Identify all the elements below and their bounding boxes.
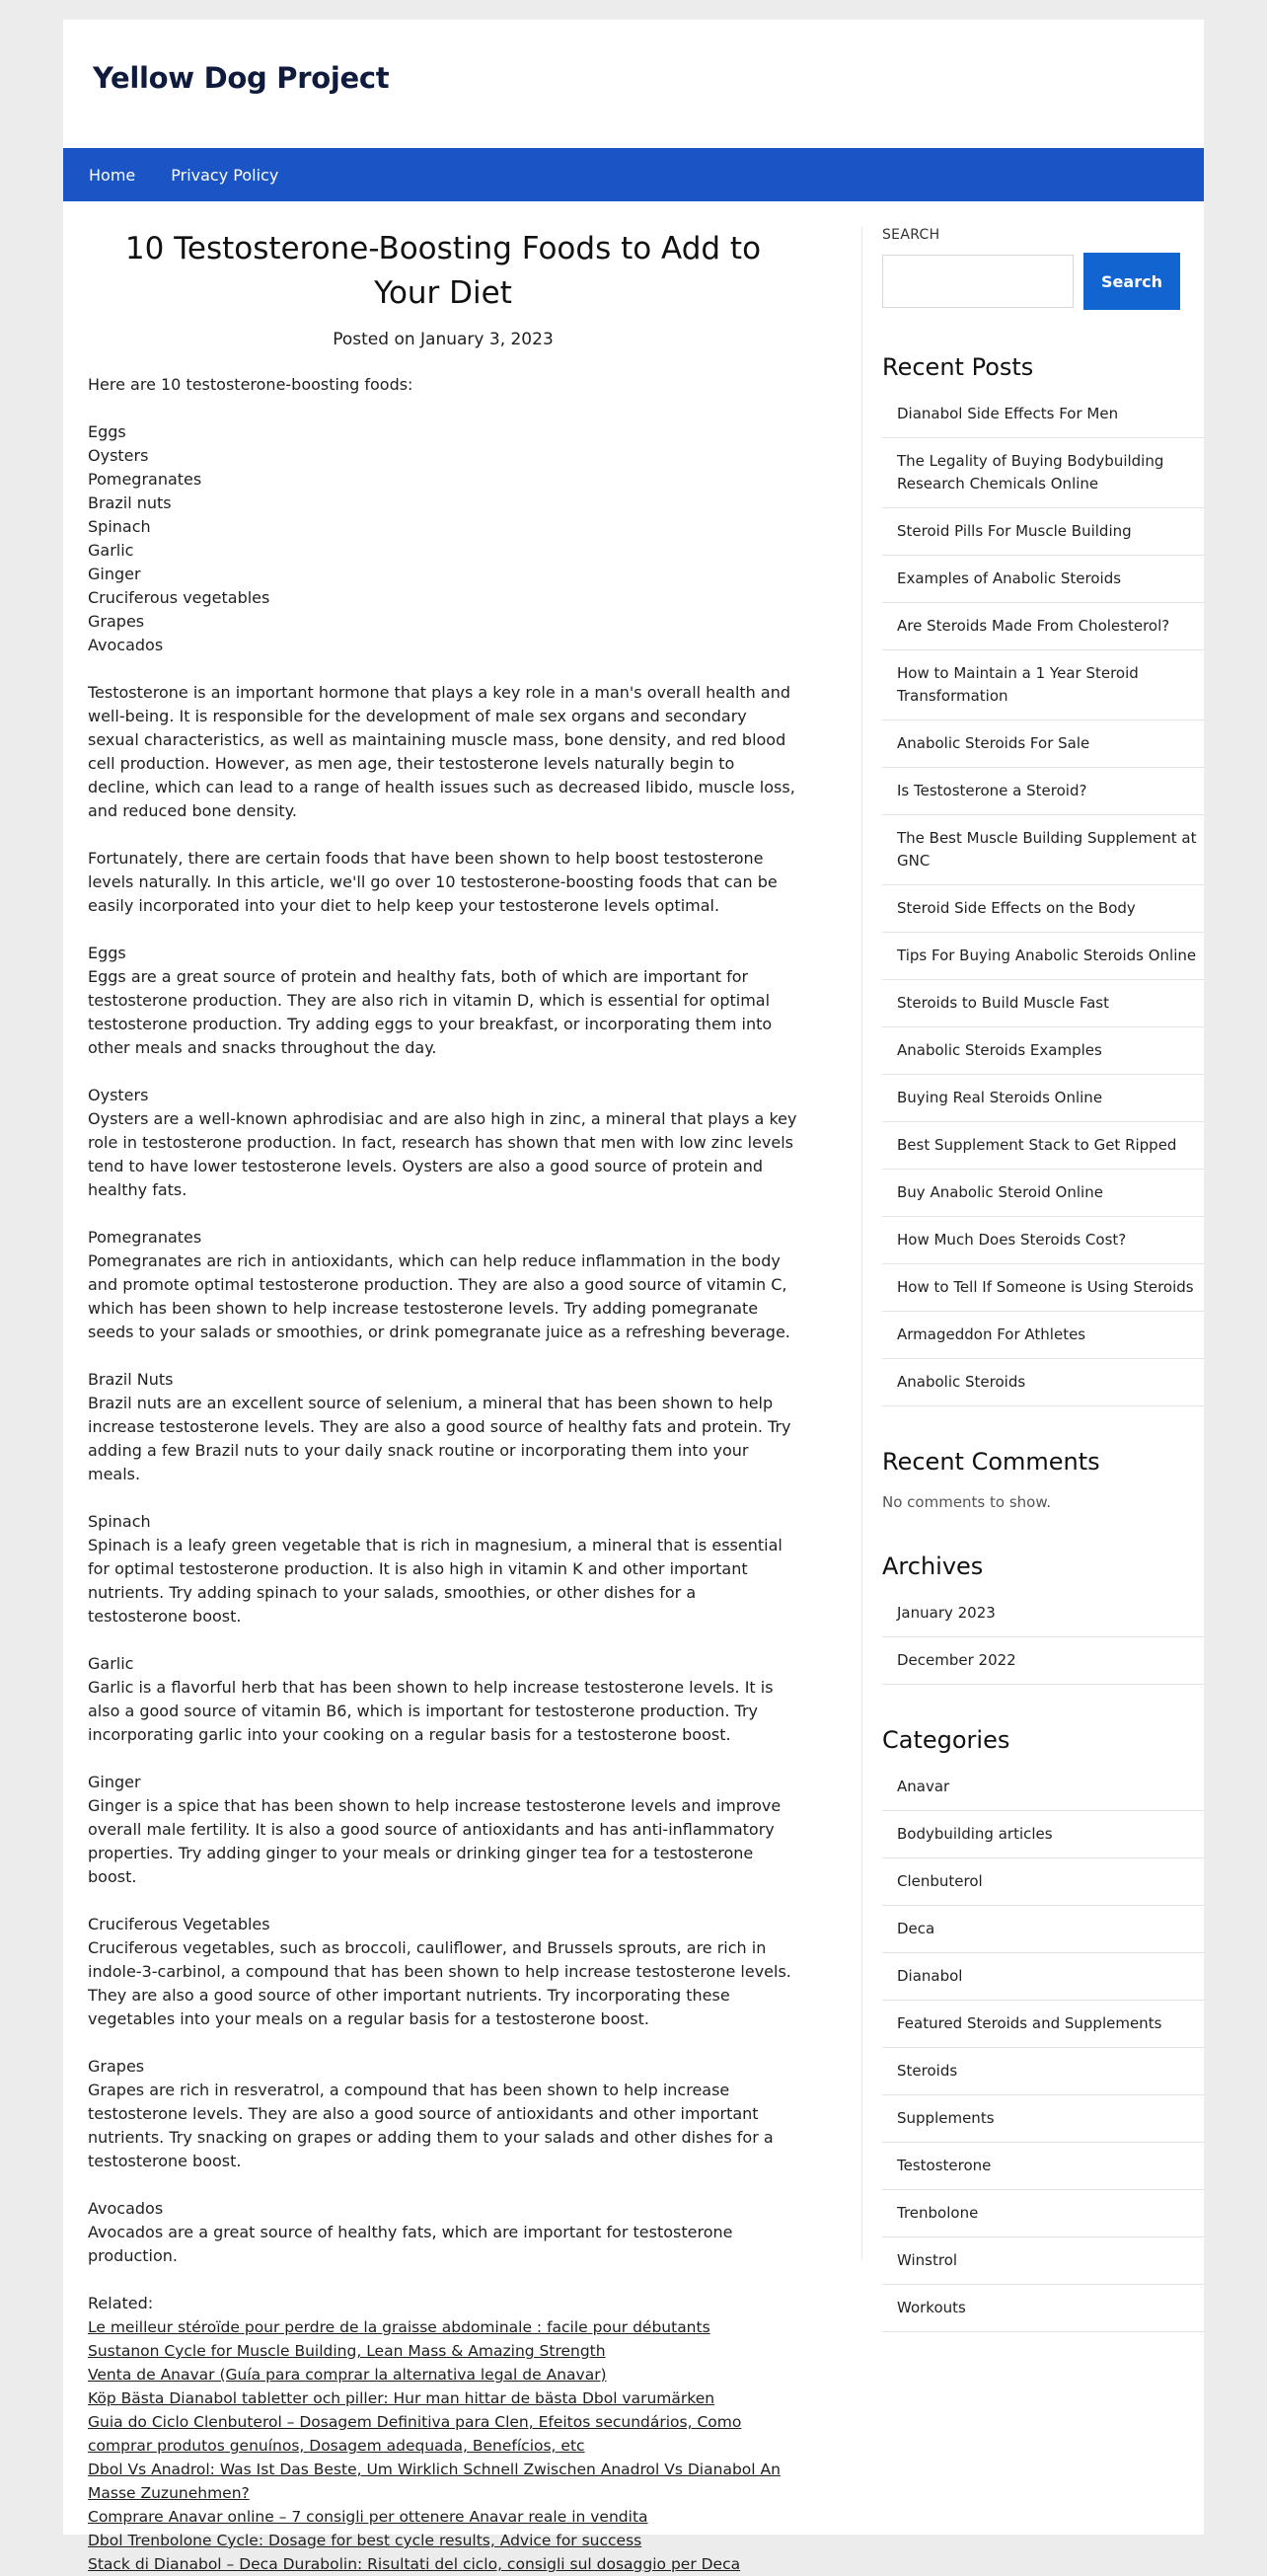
- search-form: [882, 253, 1204, 310]
- food-section-heading: Garlic: [88, 1654, 134, 1673]
- category-link[interactable]: Anavar: [882, 1764, 1204, 1811]
- related-link[interactable]: Sustanon Cycle for Muscle Building, Lean Mass & Amazing Strength: [88, 2342, 606, 2360]
- nav-item-home[interactable]: Home: [89, 165, 136, 185]
- food-list-item: Oysters: [88, 446, 149, 465]
- recent-post-link[interactable]: Anabolic Steroids For Sale: [882, 720, 1204, 768]
- page-container: [63, 20, 1204, 2573]
- archives-title: Archives: [882, 1553, 984, 1580]
- food-section-text: Oysters are a well-known aphrodisiac and are also high in zinc, a mineral that plays a key role in testosterone production. In fact, research has shown that men with low zinc levels tend to have lower testosterone levels. Oysters are also a good source of protein and healthy fats.: [88, 1109, 797, 1199]
- sidebar: [882, 227, 1204, 2332]
- recent-comments-title: Recent Comments: [882, 1448, 1100, 1476]
- food-list-item: Avocados: [88, 636, 164, 654]
- category-link[interactable]: Trenbolone: [882, 2190, 1204, 2237]
- related-link[interactable]: Le meilleur stéroïde pour perdre de la graisse abdominale : facile pour débutants: [88, 2318, 710, 2336]
- related-link[interactable]: Guia do Ciclo Clenbuterol – Dosagem Definitiva para Clen, Efeitos secundários, Como comprar produtos genuínos, Dosagem adequada, Benefícios, etc: [88, 2413, 742, 2455]
- food-section: [88, 1084, 798, 1202]
- food-list-item: Brazil nuts: [88, 493, 172, 512]
- food-section: [88, 1510, 798, 1629]
- category-link[interactable]: Steroids: [882, 2048, 1204, 2095]
- food-list-item: Ginger: [88, 565, 141, 583]
- related-link[interactable]: Dbol Trenbolone Cycle: Dosage for best cycle results, Advice for success: [88, 2532, 642, 2549]
- food-section-text: Spinach is a leafy green vegetable that is rich in magnesium, a mineral that is essential for optimal testosterone production. It is also high in vitamin K and other important nutrients. Try adding spinach to your salads, smoothies, or other dishes for a testosterone boost.: [88, 1536, 783, 1626]
- recent-post-link[interactable]: Steroid Side Effects on the Body: [882, 885, 1204, 933]
- category-link[interactable]: Testosterone: [882, 2143, 1204, 2190]
- food-section-text: Garlic is a flavorful herb that has been shown to help increase testosterone levels. It is also a good source of vitamin B6, which is important for testosterone production. Try incorporating garlic into your cooking on a regular basis for a testosterone boost.: [88, 1678, 774, 1744]
- food-section-heading: Ginger: [88, 1773, 141, 1791]
- related-link[interactable]: Köp Bästa Dianabol tabletter och piller: Hur man hittar de bästa Dbol varumärken: [88, 2389, 715, 2407]
- category-link[interactable]: Bodybuilding articles: [882, 1811, 1204, 1858]
- food-section-text: Brazil nuts are an excellent source of selenium, a mineral that has been shown to help increase testosterone levels. They are also a good source of healthy fats and protein. Try adding a few Brazil nuts to your daily snack routine or incorporating them into your meals.: [88, 1394, 791, 1483]
- article: [88, 227, 798, 2576]
- no-comments-text: No comments to show.: [882, 1493, 1051, 1511]
- recent-post-link[interactable]: Examples of Anabolic Steroids: [882, 556, 1204, 603]
- category-link[interactable]: Featured Steroids and Supplements: [882, 2001, 1204, 2048]
- category-link[interactable]: Workouts: [882, 2285, 1204, 2332]
- nav-item-privacy-policy[interactable]: Privacy Policy: [171, 165, 279, 185]
- food-section-text: Cruciferous vegetables, such as broccoli, cauliflower, and Brussels sprouts, are rich in indole-3-carbinol, a compound that has been shown to help increase testosterone levels. They are also a good source of other important nutrients. Try incorporating these vegetables into your meals on a regular basis for a testosterone boost.: [88, 1938, 791, 2028]
- recent-post-link[interactable]: How Much Does Steroids Cost?: [882, 1217, 1204, 1264]
- search-button[interactable]: Search: [1083, 253, 1180, 310]
- post-date: Posted on January 3, 2023: [333, 330, 554, 349]
- recent-post-link[interactable]: Anabolic Steroids: [882, 1359, 1204, 1406]
- food-section: [88, 2197, 798, 2268]
- category-link[interactable]: Winstrol: [882, 2237, 1204, 2285]
- food-list-item: Grapes: [88, 612, 145, 631]
- archive-link[interactable]: January 2023: [882, 1590, 1204, 1637]
- food-section-text: Grapes are rich in resveratrol, a compound that has been shown to help increase testosterone levels. They are also a good source of antioxidants and other important nutrients. Try snacking on grapes or adding them to your salads and other dishes for a testosterone boost.: [88, 2081, 774, 2170]
- search-label: SEARCH: [882, 227, 940, 243]
- recent-post-link[interactable]: Anabolic Steroids Examples: [882, 1027, 1204, 1075]
- food-section-text: Avocados are a great source of healthy fats, which are important for testosterone production.: [88, 2223, 733, 2265]
- related-link[interactable]: Comprare Anavar online – 7 consigli per ottenere Anavar reale in vendita: [88, 2508, 648, 2526]
- food-section: [88, 1368, 798, 1486]
- related-label: Related:: [88, 2294, 154, 2312]
- food-section-text: Pomegranates are rich in antioxidants, which can help reduce inflammation in the body and promote optimal testosterone production. They are also a good source of vitamin C, which has been shown to help increase testosterone levels. Try adding pomegranate seeds to your salads or smoothies, or drink pomegranate juice as a refreshing beverage.: [88, 1251, 790, 1341]
- recent-post-link[interactable]: Steroids to Build Muscle Fast: [882, 980, 1204, 1027]
- main-navigation: [63, 148, 1204, 201]
- post-paragraph-2: Fortunately, there are certain foods that have been shown to help boost testosterone levels naturally. In this article, we'll go over 10 testosterone-boosting foods that can be easily incorporated into your diet to help keep your testosterone levels optimal.: [88, 849, 778, 915]
- food-section-heading: Avocados: [88, 2199, 164, 2218]
- related-links: [88, 2292, 798, 2576]
- food-section-heading: Eggs: [88, 944, 126, 962]
- category-link[interactable]: Dianabol: [882, 1953, 1204, 2001]
- recent-post-link[interactable]: Dianabol Side Effects For Men: [882, 391, 1204, 438]
- recent-posts-title: Recent Posts: [882, 353, 1034, 381]
- food-list: [88, 420, 798, 657]
- recent-post-link[interactable]: Buy Anabolic Steroid Online: [882, 1170, 1204, 1217]
- recent-posts-list: [882, 391, 1204, 1406]
- food-section-text: Ginger is a spice that has been shown to help increase testosterone levels and improve overall male fertility. It is also a good source of antioxidants and has anti-inflammatory properties. Try adding ginger to your meals or drinking ginger tea for a testosterone boost.: [88, 1796, 782, 1886]
- related-link[interactable]: Dbol Vs Anadrol: Was Ist Das Beste, Um Wirklich Schnell Zwischen Anadrol Vs Dianabol An Masse Zuzunehmen?: [88, 2461, 781, 2502]
- food-sections: [88, 942, 798, 2268]
- archives-list: [882, 1590, 1204, 1685]
- site-header: [63, 20, 1204, 148]
- food-section-heading: Brazil Nuts: [88, 1370, 174, 1389]
- recent-post-link[interactable]: The Legality of Buying Bodybuilding Research Chemicals Online: [882, 438, 1204, 508]
- recent-post-link[interactable]: Are Steroids Made From Cholesterol?: [882, 603, 1204, 650]
- archive-link[interactable]: December 2022: [882, 1637, 1204, 1685]
- food-section-heading: Oysters: [88, 1086, 149, 1104]
- recent-post-link[interactable]: Is Testosterone a Steroid?: [882, 768, 1204, 815]
- categories-title: Categories: [882, 1726, 1010, 1754]
- food-list-item: Pomegranates: [88, 470, 202, 489]
- post-intro: Here are 10 testosterone-boosting foods:: [88, 375, 413, 394]
- food-section-heading: Pomegranates: [88, 1228, 202, 1247]
- food-section: [88, 1652, 798, 1747]
- site-title-link[interactable]: Yellow Dog Project: [93, 61, 390, 95]
- food-section: [88, 2055, 798, 2173]
- recent-post-link[interactable]: Steroid Pills For Muscle Building: [882, 508, 1204, 556]
- recent-post-link[interactable]: Tips For Buying Anabolic Steroids Online: [882, 933, 1204, 980]
- food-section-heading: Spinach: [88, 1512, 151, 1531]
- food-section-heading: Cruciferous Vegetables: [88, 1915, 270, 1933]
- food-list-item: Cruciferous vegetables: [88, 588, 270, 607]
- food-section-heading: Grapes: [88, 2057, 145, 2076]
- column-divider: [861, 227, 862, 2260]
- recent-post-link[interactable]: Best Supplement Stack to Get Ripped: [882, 1122, 1204, 1170]
- recent-post-link[interactable]: Buying Real Steroids Online: [882, 1075, 1204, 1122]
- related-link[interactable]: Stack di Dianabol – Deca Durabolin: Risultati del ciclo, consigli sul dosaggio per Deca: [88, 2555, 741, 2573]
- food-list-item: Eggs: [88, 422, 126, 441]
- related-link[interactable]: Venta de Anavar (Guía para comprar la alternativa legal de Anavar): [88, 2366, 607, 2384]
- recent-post-link[interactable]: How to Maintain a 1 Year Steroid Transformation: [882, 650, 1204, 720]
- post-title: 10 Testosterone-Boosting Foods to Add to Your Diet: [124, 231, 762, 311]
- food-section: [88, 942, 798, 1060]
- food-section: [88, 1771, 798, 1889]
- food-section: [88, 1913, 798, 2031]
- food-section-text: Eggs are a great source of protein and healthy fats, both of which are important for testosterone production. They are also rich in vitamin D, which is essential for optimal testosterone production. Try adding eggs to your breakfast, or incorporating them into other meals and snacks throughout the day.: [88, 967, 773, 1057]
- food-section: [88, 1226, 798, 1344]
- food-list-item: Spinach: [88, 517, 151, 536]
- recent-post-link[interactable]: How to Tell If Someone is Using Steroids: [882, 1264, 1204, 1312]
- categories-list: [882, 1764, 1204, 2332]
- food-list-item: Garlic: [88, 541, 134, 560]
- search-input[interactable]: [882, 255, 1074, 308]
- recent-post-link[interactable]: The Best Muscle Building Supplement at GNC: [882, 815, 1204, 885]
- category-link[interactable]: Clenbuterol: [882, 1858, 1204, 1906]
- category-link[interactable]: Deca: [882, 1906, 1204, 1953]
- recent-post-link[interactable]: Armageddon For Athletes: [882, 1312, 1204, 1359]
- category-link[interactable]: Supplements: [882, 2095, 1204, 2143]
- post-paragraph-1: Testosterone is an important hormone that plays a key role in a man's overall health and well-being. It is responsible for the development of male sex organs and secondary sexual characteristics, as well as maintaining muscle mass, bone density, and red blood cell production. However, as men age, their testosterone levels naturally begin to decline, which can lead to a range of health issues such as decreased libido, muscle loss, and reduced bone density.: [88, 683, 795, 820]
